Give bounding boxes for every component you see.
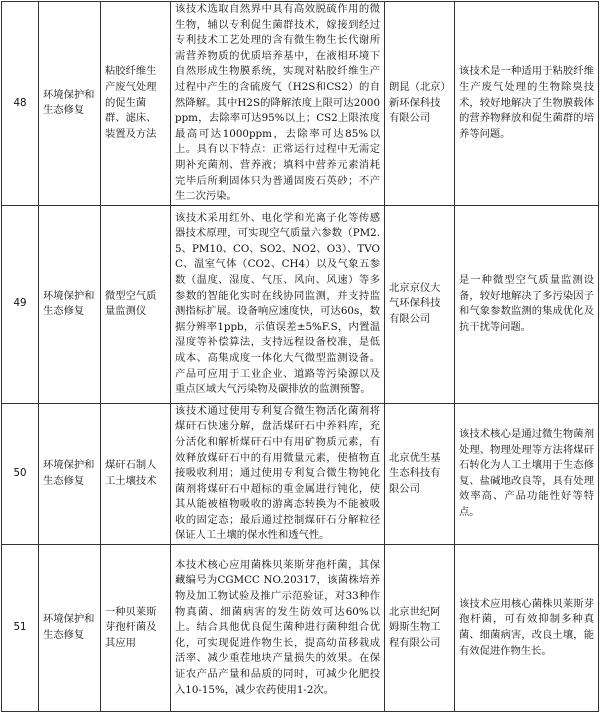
technology-name-cell: 煤矸石制人工土壤技术 bbox=[101, 403, 171, 544]
category-cell: 环境保护和生态修复 bbox=[39, 545, 101, 712]
description-cell: 该技术采用红外、电化学和光离子化等传感器技术原理，可实现空气质量六参数（PM2.5、PM10、CO、SO2、NO2、O3）、TVOC、温室气体（CO2、CH4）以及气象五参数（温度、湿度、气压、风向、风速）等多参数的智能化实时在线协同监测，并支持监测指标扩展。设备响应速度快，可达60s，数据分辨率1ppb，示值误差±5%F.S，内置温湿度等补偿算法，支持远程设备校准，是低成本、高集成度一体化大气微型监测设备。产品可应用于工业企业、道路等污染源以及重点区域大气污染物及碳排放的监测预警。 bbox=[171, 205, 385, 403]
company-cell: 北京优生基生态科技有限公司 bbox=[385, 403, 455, 544]
technology-table bbox=[1, 1, 599, 712]
row-number: 49 bbox=[2, 205, 39, 403]
category-cell: 环境保护和生态修复 bbox=[39, 205, 101, 403]
technology-name-cell: 一种贝莱斯芽孢杆菌及其应用 bbox=[101, 545, 171, 712]
description-cell: 该技术通过使用专利复合微生物活化菌剂将煤矸石快速分解，盘活煤矸石中养料库，充分活化和解析煤矸石中有用矿物质元素，有效释放煤矸石中的有用微量元素，使植物直接吸收利用；通过使用专利复合微生物钝化菌剂将煤矸石中超标的重金属进行钝化，使其从能被植物吸收的游离态转换为不能被吸收的固定态；最后通过控制煤矸石分解粒径保证人工土壤的保水性和透气性。 bbox=[171, 403, 385, 544]
row-number: 50 bbox=[2, 403, 39, 544]
category-cell: 环境保护和生态修复 bbox=[39, 403, 101, 544]
summary-cell: 该技术应用核心菌株贝莱斯芽孢杆菌，可有效抑制多种真菌、细菌病害，改良土壤，能有效促进作物生长。 bbox=[455, 545, 599, 712]
summary-cell: 该技术是一种适用于粘胶纤维生产废气处理的生物除臭技术，较好地解决了生物膜载体的营养物释放和促生菌群的培养等问题。 bbox=[455, 2, 599, 206]
company-cell: 北京世纪阿姆斯生物工程有限公司 bbox=[385, 545, 455, 712]
category-cell: 环境保护和生态修复 bbox=[39, 2, 101, 206]
row-number: 51 bbox=[2, 545, 39, 712]
technology-name-cell: 粘胶纤维生产废气处理的促生菌群、滤床、装置及方法 bbox=[101, 2, 171, 206]
description-cell: 该技术选取自然界中具有高效脱硫作用的微生物，辅以专利促生菌群技术，嫁接到经过专利技术工艺处理的含有微生物生长代谢所需营养物质的优质培养基中，在液相环境下自然形成生物膜系统，实现对粘胶纤维生产过程中产生的含硫废气（H2S和CS2）的自然降解。其中H2S的降解浓度上限可达2000ppm，去除率可达95%以上；CS2上限浓度最高可达1000ppm，去除率可达85%以上。具有以下特点：正常运行过程中无需定期补充菌剂、营养液；填料中营养元素消耗完毕后所剩固体只为普通固废石英砂；不产生二次污染。 bbox=[171, 2, 385, 206]
summary-cell: 该技术核心是通过微生物菌剂处理、物理处理等方法将煤矸石转化为人工土壤用于生态修复、盐碱地改良等，具有处理效率高、产品功能性好等特点。 bbox=[455, 403, 599, 544]
table-row bbox=[2, 2, 599, 206]
row-number: 48 bbox=[2, 2, 39, 206]
company-cell: 北京京仪大气环保科技有限公司 bbox=[385, 205, 455, 403]
technology-name-cell: 微型空气质量监测仪 bbox=[101, 205, 171, 403]
company-cell: 朗昆（北京）新环保科技有限公司 bbox=[385, 2, 455, 206]
description-cell: 本技术核心应用菌株贝莱斯芽孢杆菌，其保藏编号为CGMCC NO.20317，该菌株培养物及加工物试验及推广示范验证，对33种作物真菌、细菌病害的发生防效可达60%以上。结合具他优良促生菌种进行菌种组合优化，可实现促进作物生长，提高幼苗移栽成活率、减少重茬地块产量损失的效果。在保证农产品产量和品质的同时，可减少化肥投入10-15%，减少农药使用1-2次。 bbox=[171, 545, 385, 712]
table-row bbox=[2, 403, 599, 544]
table-row bbox=[2, 545, 599, 712]
summary-cell: 是一种微型空气质量监测设备，较好地解决了多污染因子和气象参数监测的集成优化及抗干扰等问题。 bbox=[455, 205, 599, 403]
table-row bbox=[2, 205, 599, 403]
